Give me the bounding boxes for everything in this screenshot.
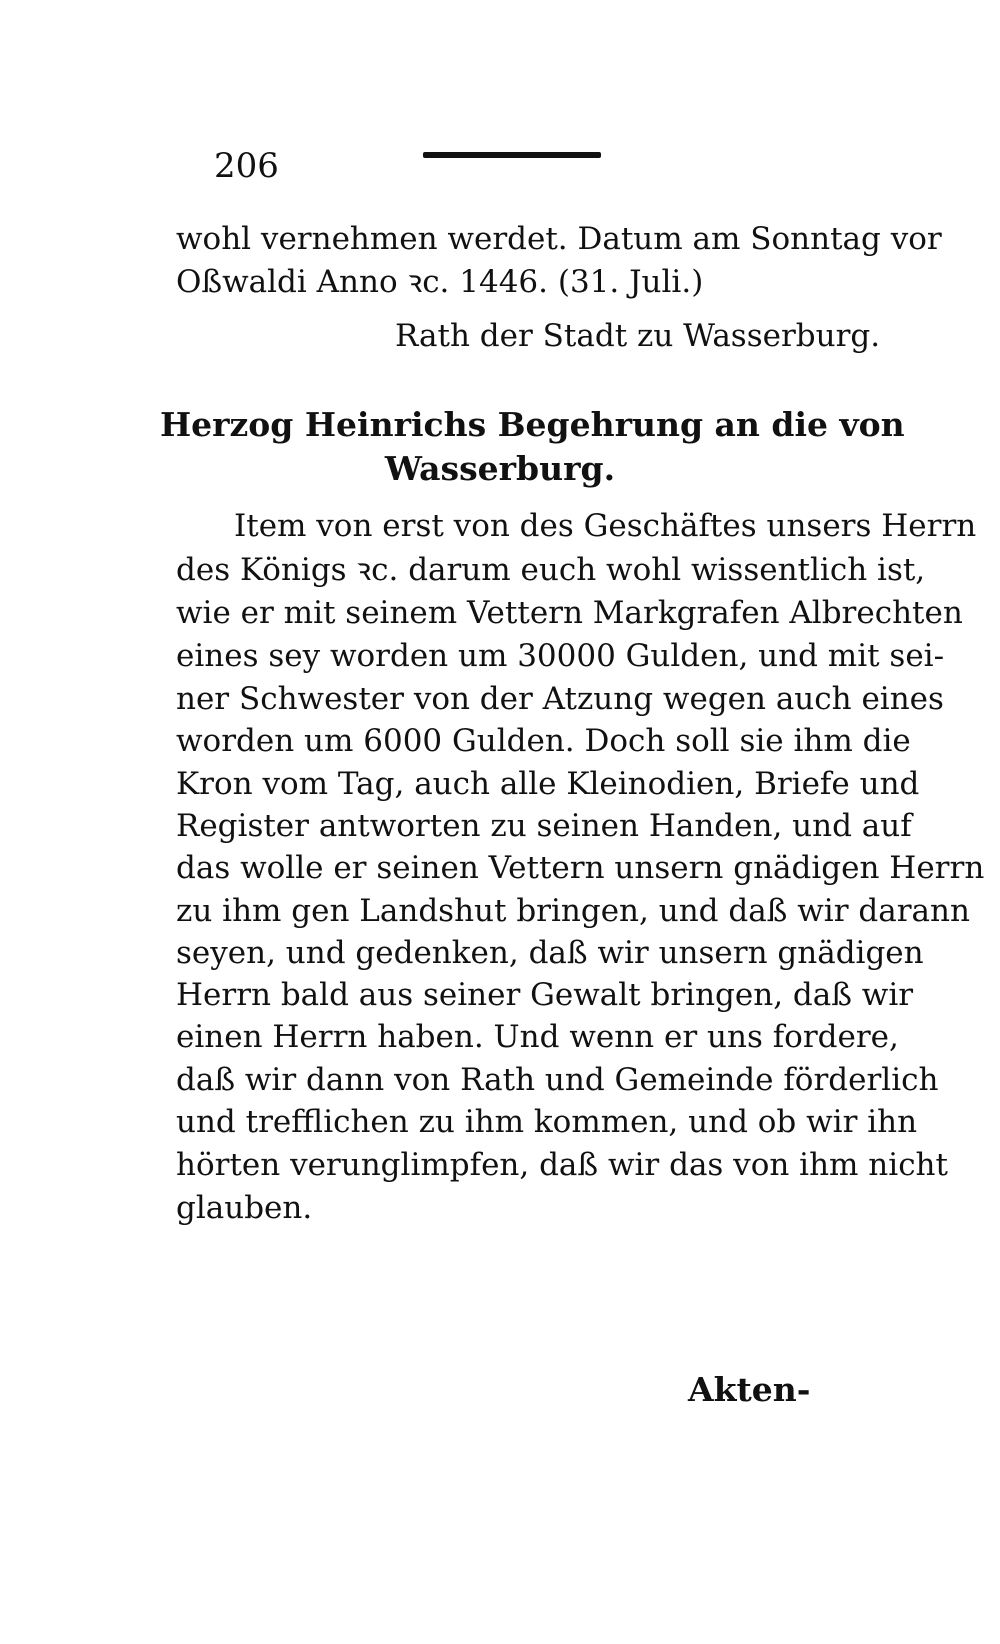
signature: Rath der Stadt zu Wasserburg. bbox=[395, 318, 881, 354]
paragraph-line: Item von erst von des Geschäftes unsers Herrn bbox=[234, 508, 977, 544]
text-line: Oßwaldi Anno ꝛc. 1446. (31. Juli.) bbox=[176, 264, 704, 300]
catchword: Akten- bbox=[688, 1370, 811, 1409]
header-rule bbox=[423, 152, 601, 158]
paragraph-line: ner Schwester von der Atzung wegen auch eines bbox=[176, 681, 944, 717]
paragraph-line: und trefflichen zu ihm kommen, und ob wir ihn bbox=[176, 1104, 918, 1140]
paragraph-line: des Königs ꝛc. darum euch wohl wissentlich ist, bbox=[176, 552, 926, 588]
paragraph-line: wie er mit seinem Vettern Markgrafen Albrechten bbox=[176, 595, 963, 631]
paragraph-line: glauben. bbox=[176, 1190, 313, 1226]
paragraph-line: zu ihm gen Landshut bringen, und daß wir darann bbox=[176, 893, 970, 929]
paragraph-line: daß wir dann von Rath und Gemeinde förderlich bbox=[176, 1062, 939, 1098]
paragraph-line: Register antworten zu seinen Handen, und auf bbox=[176, 808, 912, 844]
text-line: wohl vernehmen werdet. Datum am Sonntag vor bbox=[176, 221, 942, 257]
paragraph-line: hörten verunglimpfen, daß wir das von ihm nicht bbox=[176, 1147, 948, 1183]
paragraph-line: Kron vom Tag, auch alle Kleinodien, Briefe und bbox=[176, 766, 920, 802]
paragraph-line: einen Herrn haben. Und wenn er uns fordere, bbox=[176, 1019, 899, 1055]
section-heading-line: Herzog Heinrichs Begehrung an die von bbox=[160, 405, 905, 444]
paragraph-line: eines sey worden um 30000 Gulden, und mit sei- bbox=[176, 638, 945, 674]
paragraph-line: Herrn bald aus seiner Gewalt bringen, daß wir bbox=[176, 977, 914, 1013]
paragraph-line: das wolle er seinen Vettern unsern gnädigen Herrn bbox=[176, 850, 985, 886]
section-heading-line: Wasserburg. bbox=[384, 449, 616, 488]
page-number: 206 bbox=[214, 146, 279, 186]
paragraph-line: seyen, und gedenken, daß wir unsern gnädigen bbox=[176, 935, 924, 971]
paragraph-line: worden um 6000 Gulden. Doch soll sie ihm die bbox=[176, 723, 911, 759]
